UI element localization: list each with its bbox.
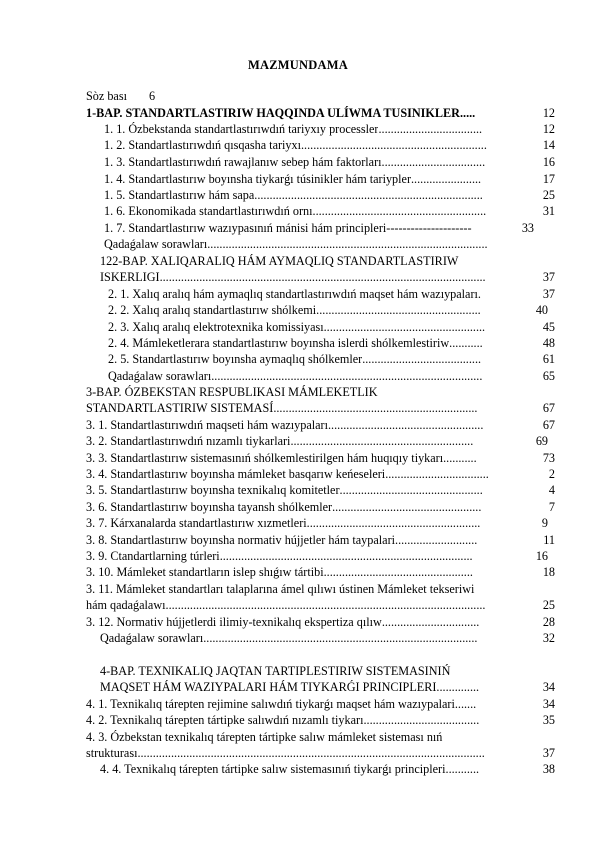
- toc-heading-chapter-3: 3-BAP. ÓZBEKSTAN RESPUBLIKASI MÁMLEKETLIK: [86, 385, 378, 399]
- toc-entry-3-8[interactable]: 3. 8. Standartlastırıw boyınsha normativ hújjetler hám taypalari ........................... 11: [86, 533, 555, 547]
- toc-entry-1-2[interactable]: 1. 2. Standartlastırıwdıń qısqasha tariyxı ............................................................. 14: [104, 138, 555, 152]
- toc-entry-3-12[interactable]: 3. 12. Normativ hújjetlerdi ilimiy-texnikalıq ekspertiza qılıw ................................ 28: [86, 615, 555, 629]
- toc-entry-3-1[interactable]: 3. 1. Standartlastırıwdıń maqseti hám wazıypaları ................................................... 67: [86, 418, 555, 432]
- toc-entry-chapter-2[interactable]: ISKERLIGI ........................................................................................................... 37: [100, 270, 555, 284]
- toc-entry-3-7[interactable]: 3. 7. Kárxanalarda standartlastırıw xızmetleri ......................................................... 9: [86, 516, 548, 530]
- toc-entry-4-3[interactable]: strukturası .................................................................................................................. 37: [86, 746, 555, 760]
- toc-entry-review-questions-3[interactable]: Qadaǵalaw sorawları .......................................................................................... 32: [100, 631, 555, 645]
- toc-entry-1-1[interactable]: 1. 1. Ózbekstanda standartlastırıwdıń tariyxıy processler .................................. 12: [104, 122, 555, 136]
- toc-entry-2-3[interactable]: 2. 3. Xalıq aralıq elektrotexnika komissiyası ..................................................... 45: [108, 320, 555, 334]
- toc-entry-2-4[interactable]: 2. 4. Mámleketlerara standartlastırıw boyınsha islerdi shólkemlestiriw ........... 48: [108, 336, 555, 350]
- toc-entry-4-4[interactable]: 4. 4. Texnikalıq tárepten tártipke salıw sistemasınıń tiykarǵı principleri ........... 38: [100, 762, 555, 776]
- toc-entry-3-9[interactable]: 3. 9. Ctandartlarning túrleri ................................................................................... 16: [86, 549, 548, 563]
- toc-title: MAZMUNDAMA: [248, 58, 348, 72]
- toc-entry-4-2[interactable]: 4. 2. Texnikalıq tárepten tártipke salıwdıń nızamlı tiykarı ...................................... 35: [86, 713, 555, 727]
- toc-heading-4-3: 4. 3. Ózbekstan texnikalıq tárepten tártipke salıw mámleket sisteması nıń: [86, 730, 443, 744]
- toc-entry-4-1[interactable]: 4. 1. Texnikalıq tárepten rejimine salıwdıń tiykarǵı maqset hám wazıypalari ....... 34: [86, 697, 555, 711]
- toc-entry-3-11[interactable]: hám qadaǵalawı ......................................................................................................... 25: [86, 598, 555, 612]
- toc-entry-3-6[interactable]: 3. 6. Standartlastırıw boyınsha tayansh shólkemler ................................................. 7: [86, 500, 555, 514]
- toc-entry-3-10[interactable]: 3. 10. Mámleket standartların islep shıǵıw tártibi ................................................. 18: [86, 565, 555, 579]
- toc-entry-1-6[interactable]: 1. 6. Ekonomikada standartlastırıwdıń ornı ......................................................... 31: [104, 204, 555, 218]
- toc-entry-2-2[interactable]: 2. 2. Xalıq aralıq standartlastırıw shólkemi ...................................................... 40: [108, 303, 548, 317]
- preface-page: 6: [148, 89, 156, 103]
- toc-entry-1-5[interactable]: 1. 5. Standartlastırıw hám sapa ........................................................................... 25: [104, 188, 555, 202]
- toc-entry-2-1[interactable]: 2. 1. Xalıq aralıq hám aymaqlıq standartlastırıwdıń maqset hám wazıypaları. 37: [108, 287, 555, 301]
- toc-entry-1-4[interactable]: 1. 4. Standartlastırıw boyınsha tiykarǵı túsinikler hám tariypler ....................... 17: [104, 172, 555, 186]
- toc-entry-chapter-4[interactable]: MAQSET HÁM WAZIYPALARI HÁM TIYKARǴI PRINCIPLERI .............. 34: [100, 680, 555, 694]
- toc-entry-chapter-3[interactable]: STANDARTLASTIRIW SISTEMASÍ ................................................................... 67: [86, 401, 555, 415]
- toc-entry-3-5[interactable]: 3. 5. Standartlastırıw boyınsha texnikalıq komitetler ............................................... 4: [86, 483, 555, 497]
- preface-entry: [86, 88, 155, 104]
- toc-entry-1-3[interactable]: 1. 3. Standartlastırıwdıń rawajlanıw sebep hám faktorları .................................. 16: [104, 155, 555, 169]
- toc-entry-3-2[interactable]: 3. 2. Standartlastırıwdıń nızamlı tiykarlari ............................................................ 69: [86, 434, 548, 448]
- toc-entry-3-3[interactable]: 3. 3. Standartlastırıw sistemasınıń shólkemlestirilgen hám huqıqıy tiykarı ........... 73: [86, 451, 555, 465]
- toc-entry-review-questions-1[interactable]: Qadaǵalaw sorawları ............................................................................................: [104, 237, 488, 251]
- toc-heading-chapter-4: 4-BAP. TEXNIKALIQ JAQTAN TARTIPLESTIRIW SISTEMASINIŃ: [100, 664, 451, 678]
- toc-entry-review-questions-2[interactable]: Qadaǵalaw sorawları ......................................................................................... 65: [108, 369, 555, 383]
- toc-entry-3-4[interactable]: 3. 4. Standartlastırıw boyınsha mámleket basqarıw keńeseleri .................................. 2: [86, 467, 555, 481]
- preface-label: Sòz bası: [86, 89, 127, 103]
- toc-entry-2-5[interactable]: 2. 5. Standartlastırıw boyınsha aymaqlıq shólkemler ....................................... 61: [108, 352, 555, 366]
- toc-entry-chapter-1[interactable]: 1-BAP. STANDARTLASTIRIW HAQQINDA ULÍWMA TUSINIKLER ..... 12: [86, 106, 555, 120]
- toc-heading-chapter-2: 122-BAP. XALIQARALIQ HÁM AYMAQLIQ STANDARTLASTIRIW: [100, 254, 459, 268]
- toc-entry-1-7[interactable]: 1. 7. Standartlastırıw wazıypasınıń mánisi hám principleri --------------------- 33: [104, 221, 534, 235]
- toc-heading-3-11: 3. 11. Mámleket standartları talaplarına ámel qılıwı ústinen Mámleket tekseriwi: [86, 582, 475, 596]
